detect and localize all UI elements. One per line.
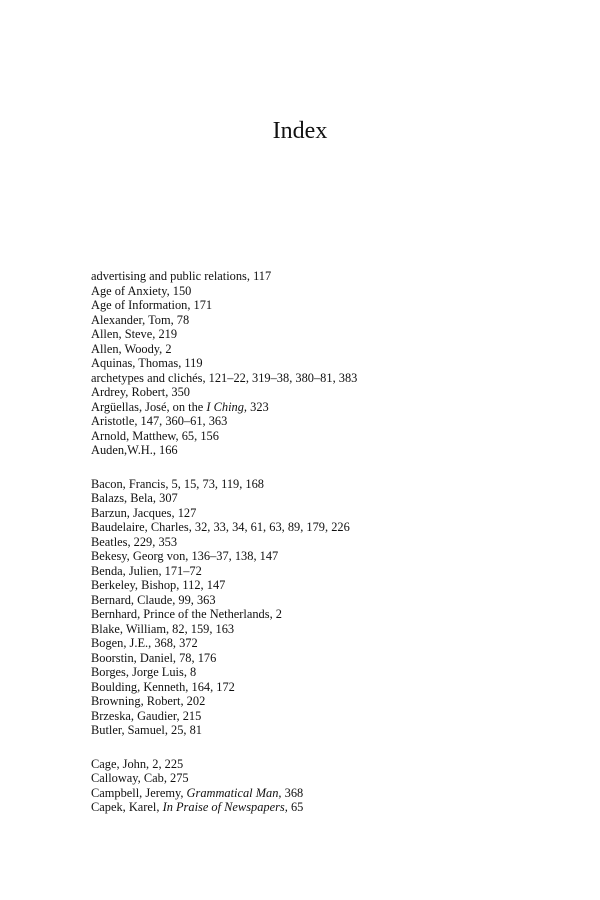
index-entry-text: Balazs, Bela, 307 xyxy=(91,491,178,505)
index-entry xyxy=(91,800,571,815)
index-entry-text: Age of Anxiety, 150 xyxy=(91,283,192,298)
index-entry-text: Bernard, Claude, 99, 363 xyxy=(91,592,216,607)
index-entry-title: Grammatical Man, xyxy=(186,785,282,800)
index-entry-text: Capek, Karel, xyxy=(91,800,163,814)
index-entry xyxy=(91,651,571,666)
index-entry-text: Allen, Steve, 219 xyxy=(91,327,178,341)
index-entry xyxy=(91,298,571,313)
index-entry-text: Boorstin, Daniel, 78, 176 xyxy=(91,650,217,665)
index-entry-text: Bacon, Francis, 5, 15, 73, 119, 168 xyxy=(91,476,264,491)
index-entry xyxy=(91,443,571,458)
index-entry xyxy=(91,371,571,386)
index-entry xyxy=(91,680,571,695)
index-entry xyxy=(91,356,571,371)
index-entry xyxy=(91,694,571,709)
index-entry xyxy=(91,607,571,622)
index-entry-text: 323 xyxy=(247,399,269,414)
index-entry-text: 368 xyxy=(281,785,304,800)
index-entry-text: 65 xyxy=(287,800,304,814)
index-entry-text: Ardrey, Robert, 350 xyxy=(91,385,190,399)
index-section xyxy=(91,477,571,738)
index-entry-text: Calloway, Cab, 275 xyxy=(91,771,189,785)
index-entry-text: Benda, Julien, 171–72 xyxy=(91,563,202,578)
index-entry xyxy=(91,757,571,772)
index-entry-text: Butler, Samuel, 25, 81 xyxy=(91,723,203,737)
index-entry xyxy=(91,400,571,415)
index-entry-text: Argüellas, José, on the xyxy=(91,399,207,414)
index-entry-text: Auden,W.H., 166 xyxy=(91,443,178,457)
index-entry-text: archetypes and clichés, 121–22, 319–38, 380–81, 383 xyxy=(91,370,358,385)
index-entry xyxy=(91,771,571,786)
index-entry xyxy=(91,665,571,680)
index-entry-text: Brzeska, Gaudier, 215 xyxy=(91,708,202,723)
index-entry-text: Baudelaire, Charles, 32, 33, 34, 61, 63, 89, 179, 226 xyxy=(91,520,350,534)
index-entry-text: Campbell, Jeremy, xyxy=(91,785,187,800)
index-entry xyxy=(91,549,571,564)
index-entry xyxy=(91,477,571,492)
index-entry-text: Beatles, 229, 353 xyxy=(91,534,178,549)
index-entry-text: Arnold, Matthew, 65, 156 xyxy=(91,428,219,443)
index-section xyxy=(91,269,571,458)
index-entry xyxy=(91,491,571,506)
index-entry xyxy=(91,593,571,608)
index-entry-title: I Ching, xyxy=(206,399,248,414)
index-entry-text: Aristotle, 147, 360–61, 363 xyxy=(91,414,228,428)
index-entry-text: Bekesy, Georg von, 136–37, 138, 147 xyxy=(91,549,279,563)
index-entry-text: Berkeley, Bishop, 112, 147 xyxy=(91,578,226,592)
index-entry-text: Cage, John, 2, 225 xyxy=(91,756,184,771)
index-entry xyxy=(91,578,571,593)
index-entry-text: Bogen, J.E., 368, 372 xyxy=(91,636,198,650)
index-entry-text: Blake, William, 82, 159, 163 xyxy=(91,621,235,636)
index-entry-text: Barzun, Jacques, 127 xyxy=(91,505,197,520)
index-entry xyxy=(91,313,571,328)
index-entry xyxy=(91,414,571,429)
index-entry-text: advertising and public relations, 117 xyxy=(91,269,272,283)
index-entry-text: Boulding, Kenneth, 164, 172 xyxy=(91,679,235,694)
index-entry xyxy=(91,564,571,579)
index-entry xyxy=(91,622,571,637)
index-entry xyxy=(91,269,571,284)
index-entry-text: Aquinas, Thomas, 119 xyxy=(91,356,203,370)
index-entry-text: Alexander, Tom, 78 xyxy=(91,312,190,327)
index-entry-text: Allen, Woody, 2 xyxy=(91,341,172,356)
index-entry-text: Age of Information, 171 xyxy=(91,298,213,312)
index-entry xyxy=(91,723,571,738)
index-entry xyxy=(91,284,571,299)
index-entry xyxy=(91,327,571,342)
index-entry xyxy=(91,786,571,801)
index-section xyxy=(91,757,571,815)
index-entry xyxy=(91,709,571,724)
index-entry-title: In Praise of Newspapers, xyxy=(162,800,288,814)
index-entry xyxy=(91,342,571,357)
page-title: Index xyxy=(272,118,328,144)
index-body xyxy=(91,269,571,834)
index-entry xyxy=(91,429,571,444)
index-entry xyxy=(91,385,571,400)
index-entry xyxy=(91,520,571,535)
index-entry-text: Borges, Jorge Luis, 8 xyxy=(91,665,197,679)
index-entry-text: Bernhard, Prince of the Netherlands, 2 xyxy=(91,607,282,621)
index-entry xyxy=(91,506,571,521)
index-entry-text: Browning, Robert, 202 xyxy=(91,694,206,708)
index-entry xyxy=(91,636,571,651)
index-entry xyxy=(91,535,571,550)
